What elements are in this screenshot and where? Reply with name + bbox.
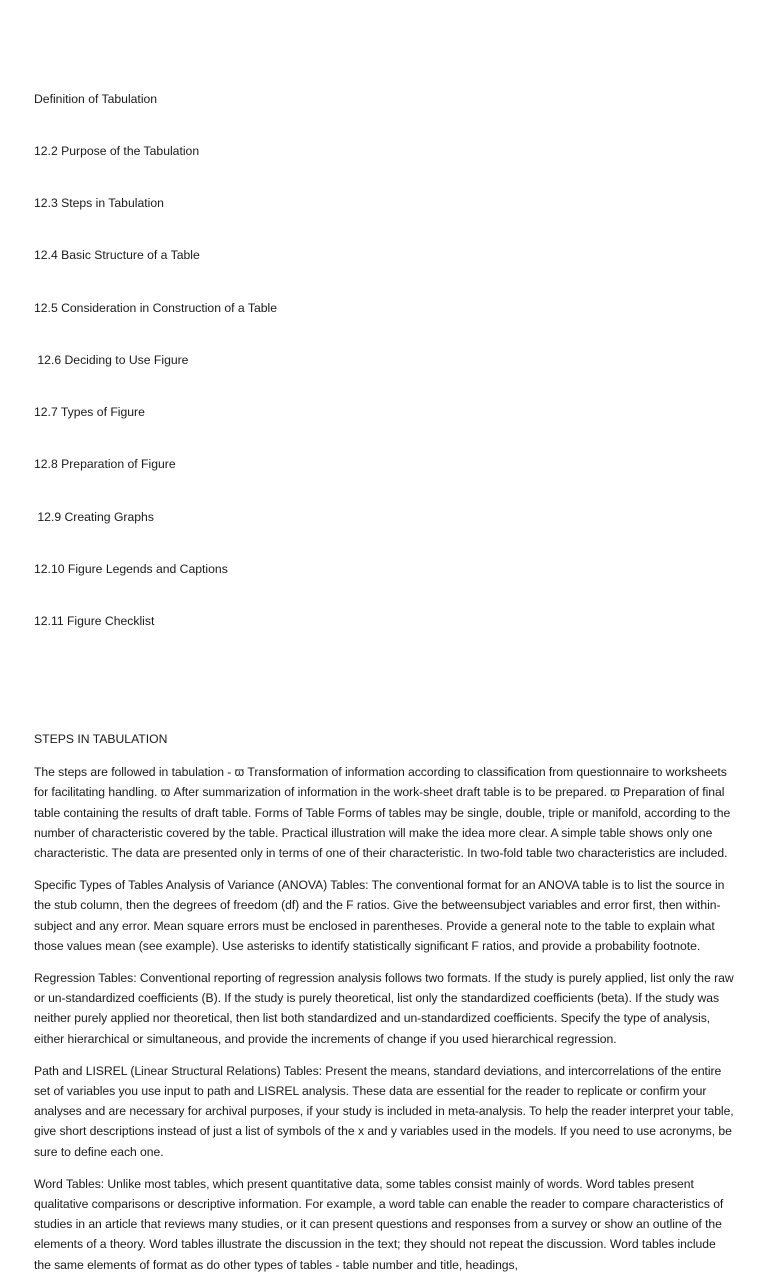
toc-item-12-3: 12.3 Steps in Tabulation <box>34 196 164 211</box>
toc-item-12-10: 12.10 Figure Legends and Captions <box>34 561 228 576</box>
paragraph-steps: The steps are followed in tabulation - ϖ Transformation of information according to classification from questionnaire to worksheets for facilitating handling. ϖ After summarization of information in the work-sheet draft table is to be prepared. ϖ Preparation of final table containing the results of draft table. Forms of Table Forms of tables may be single, double, triple or manifold, according to the number of characteristic covered by the table. Practical illustration will make the idea more clear. A simple table shows only one characteristic. The data are presented only in terms of one of their characteristic. In two-fold table two characteristics are included. <box>34 765 731 861</box>
toc-item-12-6: 12.6 Deciding to Use Figure <box>34 352 189 367</box>
toc-item-12-5: 12.5 Consideration in Construction of a Table <box>34 300 277 315</box>
toc-item-definition: Definition of Tabulation <box>34 91 158 106</box>
toc-item-12-9: 12.9 Creating Graphs <box>34 509 154 524</box>
section-heading: STEPS IN TABULATION <box>34 732 168 747</box>
document-page <box>34 56 734 1275</box>
toc-item-12-2: 12.2 Purpose of the Tabulation <box>34 144 200 159</box>
table-of-contents <box>34 56 734 665</box>
toc-item-12-11: 12.11 Figure Checklist <box>34 614 155 628</box>
paragraph-regression-tables: Regression Tables: Conventional reporting of regression analysis follows two formats. If the study is purely applied, list only the raw or un-standardized coefficients (B). If the study is purely theoretical, list only the standardized coefficients (beta). If the study was neither purely applied nor theoretical, then list both standardized and un-standardized coefficients. Specify the type of analysis, either hierarchical or simultaneous, and provide the increments of change if you used hierarchical regression. <box>34 971 734 1046</box>
toc-item-12-4: 12.4 Basic Structure of a Table <box>34 248 200 263</box>
toc-item-12-8: 12.8 Preparation of Figure <box>34 457 176 472</box>
paragraph-anova-tables: Specific Types of Tables Analysis of Variance (ANOVA) Tables: The conventional format for an ANOVA table is to list the source in the stub column, then the degrees of freedom (df) and the F ratios. Give the betweensubject variables and error first, then within-subject and any error. Mean square errors must be enclosed in parentheses. Provide a general note to the table to explain what those values mean (see example). Use asterisks to identify statistically significant F ratios, and provide a probability footnote. <box>34 878 725 953</box>
toc-item-12-7: 12.7 Types of Figure <box>34 405 145 420</box>
paragraph-word-tables: Word Tables: Unlike most tables, which present quantitative data, some tables consist mainly of words. Word tables present qualitative comparisons or descriptive information. For example, a word table can enable the reader to compare characteristics of studies in an article that reviews many studies, or it can present questions and responses from a survey or show an outline of the elements of a theory. Word tables illustrate the discussion in the text; they should not repeat the discussion. Word tables include the same elements of format as do other types of tables - table number and title, headings, <box>34 1176 724 1272</box>
paragraph-path-lisrel-tables: Path and LISREL (Linear Structural Relations) Tables: Present the means, standard deviations, and intercorrelations of the entire set of variables you use input to path and LISREL analysis. These data are essential for the reader to replicate or confirm your analyses and are necessary for archival purposes, if your study is included in meta-analysis. To help the reader interpret your table, give short descriptions instead of just a list of symbols of the x and y variables used in the models. If you need to use acronyms, be sure to define each one. <box>34 1063 734 1159</box>
